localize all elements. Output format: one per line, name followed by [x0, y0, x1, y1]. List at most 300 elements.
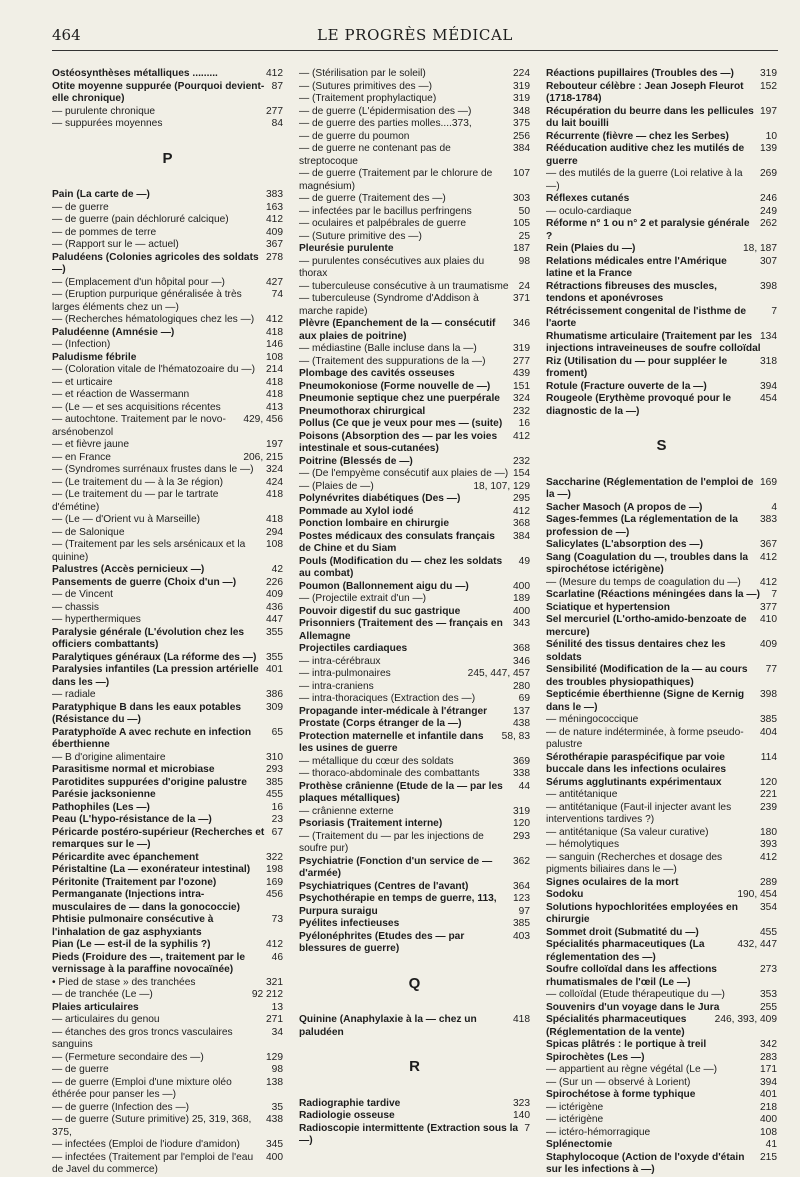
entry-pages: 319: [756, 68, 777, 81]
entry-text: — chassis: [52, 601, 99, 613]
entry-text: Radiographie tardive: [299, 1097, 401, 1109]
entry-pages: 273: [756, 964, 777, 977]
entry-pages: 409: [262, 589, 283, 602]
entry-pages: 418: [262, 489, 283, 502]
index-entry: [299, 143, 530, 168]
entry-text: Septicémie éberthienne (Signe de Kernig dans le —): [546, 689, 745, 713]
entry-pages: 394: [756, 1077, 777, 1090]
entry-pages: 454: [756, 393, 777, 406]
index-column-2: [299, 68, 530, 1146]
entry-pages: 384: [509, 531, 530, 544]
entry-text: — articulaires du genou: [52, 1014, 160, 1025]
entry-text: — (Le — et ses acquisitions récentes: [52, 401, 221, 413]
index-entry: [52, 277, 283, 290]
entry-text: — (Suture primitive des —): [299, 230, 422, 242]
entry-text: Paludisme fébrile: [52, 351, 137, 363]
entry-pages: 438: [262, 1114, 283, 1127]
index-entry: [299, 518, 530, 531]
entry-text: Parasitisme normal et microbiase: [52, 764, 215, 775]
entry-text: Psoriasis (Traitement interne): [299, 818, 443, 829]
entry-text: Plaies articulaires: [52, 1001, 139, 1013]
entry-text: Rééducation auditive chez les mutilés de guerre: [546, 143, 745, 167]
entry-pages: 84: [268, 118, 283, 131]
entry-pages: 169: [262, 877, 283, 890]
entry-pages: 401: [756, 1089, 777, 1102]
entry-pages: 256: [509, 131, 530, 144]
entry-pages: 283: [756, 1052, 777, 1065]
entry-pages: 221: [756, 789, 777, 802]
entry-pages: 226: [262, 577, 283, 590]
journal-title: LE PROGRÈS MÉDICAL: [317, 26, 513, 44]
entry-text: Riz (Utilisation du — pour suppléer le froment): [546, 355, 728, 379]
entry-text: — sanguin (Recherches et dosage des pigments biliaires dans le —): [546, 851, 723, 875]
entry-pages: 87: [268, 81, 283, 94]
entry-pages: 412: [509, 431, 530, 444]
entry-pages: 369: [509, 756, 530, 769]
entry-pages: 107: [509, 168, 530, 181]
entry-text: — antitétanique: [546, 789, 618, 800]
entry-pages: 324: [262, 464, 283, 477]
index-entry: [299, 368, 530, 381]
entry-text: Signes oculaires de la mort: [546, 876, 679, 888]
entry-pages: 412: [756, 852, 777, 865]
entry-pages: 319: [509, 806, 530, 819]
entry-pages: 367: [756, 539, 777, 552]
entry-text: Spécialités pharmaceutiques (La réglementation des —): [546, 939, 705, 963]
index-entry: [52, 702, 283, 727]
entry-text: — tuberculeuse (Syndrome d'Addison à marche rapide): [299, 293, 479, 317]
index-entry: [52, 889, 283, 914]
entry-pages: 393: [756, 839, 777, 852]
index-entry: [52, 1114, 283, 1139]
entry-pages: 364: [509, 881, 530, 894]
index-entry: [52, 352, 283, 365]
index-entry: [546, 106, 777, 131]
entry-pages: 345: [262, 1139, 283, 1152]
entry-pages: 239: [756, 802, 777, 815]
entry-text: Paratyphoïde A avec rechute en infection éberthienne: [52, 726, 252, 750]
index-entry: [52, 1052, 283, 1065]
index-entry: [52, 402, 283, 415]
index-entry: [299, 668, 530, 681]
entry-pages: 50: [515, 206, 530, 219]
entry-pages: 25: [515, 231, 530, 244]
entry-text: — en France: [52, 451, 111, 463]
index-entry: [546, 1052, 777, 1065]
entry-text: — de guerre (Emploi d'une mixture oléo éthérée pour panser les —): [52, 1076, 232, 1100]
entry-pages: 400: [509, 606, 530, 619]
entry-text: Pommade au Xylol iodé: [299, 505, 414, 517]
entry-pages: 318: [756, 356, 777, 369]
entry-text: — et fièvre jaune: [52, 439, 130, 450]
index-entry: [52, 814, 283, 827]
index-entry: [52, 118, 283, 131]
entry-text: Pneumonie septique chez une puerpérale: [299, 393, 500, 404]
entry-pages: 278: [262, 252, 283, 265]
entry-text: — suppurées moyennes: [52, 118, 163, 129]
entry-pages: 280: [509, 681, 530, 694]
index-entry: [299, 281, 530, 294]
entry-pages: 180: [756, 827, 777, 840]
index-entry: [546, 356, 777, 381]
entry-pages: 146: [262, 339, 283, 352]
entry-pages: 412: [756, 577, 777, 590]
entry-pages: 120: [509, 818, 530, 831]
index-entry: [546, 939, 777, 964]
entry-text: Sang (Coagulation du —, troubles dans la spirochétose ictérigène): [546, 551, 749, 575]
index-entry: [52, 689, 283, 702]
index-entry: [299, 718, 530, 731]
entry-text: — intra-craniens: [299, 680, 374, 692]
index-entry: [52, 752, 283, 765]
index-entry: [299, 1098, 530, 1111]
entry-text: Propagande inter-médicale à l'étranger: [299, 705, 488, 717]
entry-text: Phtisie pulmonaire consécutive à l'inhalation de gaz asphyxiants: [52, 914, 214, 938]
index-entry: [299, 106, 530, 119]
entry-text: — de guerre (Suture primitive) 25, 319, 368, 375,: [52, 1114, 252, 1138]
entry-text: Quinine (Anaphylaxie à la — chez un paludéen: [299, 1014, 477, 1038]
entry-text: — (Eruption purpurique généralisée à très larges éléments chez un —): [52, 289, 242, 313]
index-entry: [546, 131, 777, 144]
entry-pages: 98: [268, 1064, 283, 1077]
entry-text: Rebouteur célèbre : Jean Joseph Fleurot (1718-1784): [546, 80, 744, 104]
index-entry: [546, 964, 777, 989]
entry-text: Paludéenne (Amnésie —): [52, 326, 175, 338]
index-entry: [52, 227, 283, 240]
entry-pages: 245, 447, 457: [464, 668, 530, 681]
entry-pages: 383: [262, 189, 283, 202]
entry-pages: 249: [756, 206, 777, 219]
index-entry: [52, 627, 283, 652]
index-entry: [546, 689, 777, 714]
entry-text: Sensibilité (Modification de la — au cours des troubles physiopathiques): [546, 664, 748, 688]
index-entry: [546, 218, 777, 243]
entry-pages: 377: [756, 602, 777, 615]
entry-text: — purulentes consécutives aux plaies du thorax: [299, 255, 485, 279]
entry-pages: 436: [262, 602, 283, 615]
index-entry: [546, 193, 777, 206]
index-entry: [299, 468, 530, 481]
entry-pages: 385: [262, 777, 283, 790]
entry-pages: 346: [509, 656, 530, 669]
index-entry: [52, 777, 283, 790]
entry-pages: 438: [509, 718, 530, 731]
entry-pages: 7: [767, 306, 777, 319]
entry-pages: 398: [756, 689, 777, 702]
entry-text: — (Traitement des suppurations de la —): [299, 355, 486, 367]
entry-text: Rhumatisme articulaire (Traitement par les injections intraveineuses de soufre colloïdal: [546, 330, 761, 354]
entry-pages: 455: [756, 927, 777, 940]
index-entry: [546, 256, 777, 281]
index-entry: [299, 418, 530, 431]
entry-text: Permanganate (Injections intra-musculaires de — dans la gonococcie): [52, 889, 240, 913]
index-entry: [52, 1139, 283, 1152]
index-entry: [546, 714, 777, 727]
entry-text: Pansements de guerre (Choix d'un —): [52, 576, 237, 588]
index-entry: [52, 952, 283, 977]
index-entry: [546, 552, 777, 577]
entry-text: — (Plaies de —): [299, 480, 374, 492]
entry-pages: 24: [515, 281, 530, 294]
entry-pages: 123: [509, 893, 530, 906]
index-entry: [52, 664, 283, 689]
entry-text: — de guerre (Infection des —): [52, 1101, 190, 1113]
entry-text: — de tranchée (Le —): [52, 989, 153, 1000]
entry-pages: 343: [509, 618, 530, 631]
entry-pages: 134: [756, 331, 777, 344]
index-column-3: [546, 68, 777, 1175]
entry-pages: 206, 215: [239, 452, 283, 465]
entry-pages: 18, 187: [739, 243, 777, 256]
entry-pages: 108: [262, 539, 283, 552]
entry-pages: 105: [509, 218, 530, 231]
index-entry: [52, 289, 283, 314]
entry-pages: 412: [262, 214, 283, 227]
entry-text: — infectées (Emploi de l'iodure d'amidon): [52, 1139, 240, 1150]
index-entry: [299, 431, 530, 456]
entry-text: Sommet droit (Submatité du —): [546, 926, 699, 938]
entry-pages: 412: [262, 939, 283, 952]
entry-pages: 97: [515, 906, 530, 919]
index-entry: [546, 243, 777, 256]
entry-pages: 277: [509, 356, 530, 369]
entry-text: — (Fermeture secondaire des —): [52, 1051, 204, 1063]
entry-text: Sages-femmes (La réglementation de la profession de —): [546, 514, 738, 538]
entry-pages: 353: [756, 989, 777, 1002]
entry-pages: 409: [756, 639, 777, 652]
index-entry: [299, 243, 530, 256]
entry-text: Sérothérapie paraspécifique par voie buccale dans les infections oculaires: [546, 751, 727, 775]
entry-text: Sel mercuriel (L'ortho-amido-benzoate de mercure): [546, 614, 747, 638]
index-entry: [546, 206, 777, 219]
entry-text: Spirochètes (Les —): [546, 1051, 645, 1063]
entry-text: Relations médicales entre l'Amérique latine et la France: [546, 255, 727, 279]
index-entry: [299, 768, 530, 781]
entry-pages: 371: [509, 293, 530, 306]
index-entry: [546, 68, 777, 81]
entry-pages: 98: [515, 256, 530, 269]
index-entry: [546, 81, 777, 106]
entry-text: Projectiles cardiaques: [299, 643, 408, 654]
entry-pages: 187: [509, 243, 530, 256]
entry-pages: 92 212: [248, 989, 283, 1002]
entry-pages: 385: [756, 714, 777, 727]
index-entry: [546, 577, 777, 590]
index-entry: [299, 356, 530, 369]
entry-pages: 412: [509, 506, 530, 519]
entry-text: — antitétanique (Sa valeur curative): [546, 826, 709, 838]
entry-text: Pouls (Modification du — chez les soldats au combat): [299, 555, 503, 579]
entry-text: — oculo-cardiaque: [546, 205, 632, 217]
entry-text: Paludéens (Colonies agricoles des soldats —): [52, 251, 259, 275]
entry-pages: 355: [262, 652, 283, 665]
entry-text: Réforme n° 1 ou n° 2 et paralysie générale ?: [546, 218, 750, 242]
entry-text: Radiologie osseuse: [299, 1110, 395, 1121]
entry-pages: 137: [509, 706, 530, 719]
index-entry: [52, 914, 283, 939]
entry-pages: 385: [509, 918, 530, 931]
index-columns: [52, 68, 780, 1175]
index-entry: [52, 239, 283, 252]
entry-text: Ostéosynthèses métalliques .........: [52, 68, 218, 79]
index-entry: [299, 881, 530, 894]
entry-text: — (Stérilisation par le soleil): [299, 68, 426, 79]
entry-text: Parotidites suppurées d'origine palustre: [52, 776, 247, 788]
entry-text: — ictérigène: [546, 1101, 604, 1113]
section-letter: Q: [408, 974, 421, 992]
entry-pages: 439: [509, 368, 530, 381]
index-entry: [546, 602, 777, 615]
index-entry: [52, 464, 283, 477]
entry-text: Splénectomie: [546, 1139, 613, 1150]
index-entry: [546, 614, 777, 639]
index-entry: [52, 802, 283, 815]
index-entry: [299, 643, 530, 656]
index-entry: [546, 1039, 777, 1052]
entry-pages: 171: [756, 1064, 777, 1077]
entry-text: Poitrine (Blessés de —): [299, 455, 413, 467]
entry-text: Purpura suraigu: [299, 905, 378, 917]
entry-pages: 139: [756, 143, 777, 156]
entry-text: Pyélites infectieuses: [299, 918, 400, 929]
index-entry: [299, 906, 530, 919]
index-entry: [299, 506, 530, 519]
index-entry: [546, 1077, 777, 1090]
index-entry: [546, 281, 777, 306]
entry-text: Rein (Plaies du —): [546, 243, 636, 254]
index-entry: [546, 639, 777, 664]
entry-pages: 271: [262, 1014, 283, 1027]
index-entry: [52, 1102, 283, 1115]
entry-text: — crânienne externe: [299, 805, 394, 817]
entry-pages: 432, 447: [733, 939, 777, 952]
section-letter: R: [409, 1058, 420, 1075]
entry-text: Radioscopie intermittente (Extraction sous la —): [299, 1122, 519, 1146]
entry-text: — oculaires et palpébrales de guerre: [299, 218, 467, 229]
index-entry: [299, 1110, 530, 1123]
entry-pages: 246, 393, 409: [711, 1014, 777, 1027]
entry-text: Ponction lombaire en chirurgie: [299, 518, 450, 529]
entry-text: Scarlatine (Réactions méningées dans la —): [546, 589, 761, 600]
entry-text: — appartient au règne végétal (Le —): [546, 1064, 718, 1075]
entry-pages: 34: [268, 1027, 283, 1040]
entry-text: — (Coloration vitale de l'hématozoaire du —): [52, 364, 255, 375]
index-entry: [546, 927, 777, 940]
entry-text: Sciatique et hypertension: [546, 601, 670, 613]
entry-pages: 224: [509, 68, 530, 81]
entry-pages: 303: [509, 193, 530, 206]
index-entry: [52, 414, 283, 439]
entry-pages: 418: [262, 377, 283, 390]
entry-text: — (Traitement par les sels arsénicaux et la quinine): [52, 539, 246, 563]
index-entry: [299, 818, 530, 831]
entry-pages: 410: [756, 614, 777, 627]
entry-pages: 447: [262, 614, 283, 627]
entry-text: — ictérigène: [546, 1114, 604, 1125]
entry-text: Palustres (Accès pernicieux —): [52, 564, 205, 575]
entry-pages: 197: [262, 439, 283, 452]
index-entry: [52, 452, 283, 465]
entry-pages: 398: [756, 281, 777, 294]
index-entry: [52, 527, 283, 540]
entry-text: Spicas plâtrés : le portique à treil: [546, 1039, 707, 1050]
entry-pages: 114: [757, 752, 777, 765]
index-entry: [52, 564, 283, 577]
entry-text: Rétrécissement congenital de l'isthme de l'aorte: [546, 305, 747, 329]
entry-pages: 307: [756, 256, 777, 269]
entry-pages: 169: [756, 477, 777, 490]
index-entry: [546, 839, 777, 852]
entry-pages: 108: [262, 352, 283, 365]
entry-text: — de guerre (pain déchloruré calcique): [52, 214, 229, 225]
entry-text: Postes médicaux des consulats français de Chine et du Siam: [299, 530, 495, 554]
index-entry: [52, 589, 283, 602]
entry-text: — (Le traitement du — à la 3e région): [52, 476, 224, 488]
entry-text: Polynévrites diabétiques (Des —): [299, 493, 461, 504]
entry-text: — infectées par le bacillus perfringens: [299, 205, 472, 217]
index-entry: [299, 556, 530, 581]
entry-pages: 44: [515, 781, 530, 794]
entry-pages: 67: [268, 827, 283, 840]
entry-text: Pollus (Ce que je veux pour mes — (suite): [299, 418, 503, 429]
entry-pages: 16: [515, 418, 530, 431]
entry-text: Prostate (Corps étranger de la —): [299, 718, 462, 729]
entry-text: Pouvoir digestif du suc gastrique: [299, 605, 461, 617]
entry-text: — de guerre: [52, 201, 109, 213]
index-entry: [546, 989, 777, 1002]
entry-text: Péritonite (Traitement par l'ozone): [52, 876, 217, 888]
index-entry: [546, 1114, 777, 1127]
entry-pages: 418: [509, 1014, 530, 1027]
entry-pages: 154: [509, 468, 530, 481]
index-entry: [299, 393, 530, 406]
entry-text: — de guerre ne contenant pas de streptocoque: [299, 143, 451, 167]
index-entry: [299, 656, 530, 669]
index-entry: [299, 606, 530, 619]
entry-text: Rougeole (Erythème provoqué pour le diagnostic de la —): [546, 393, 732, 417]
index-entry: [299, 806, 530, 819]
entry-text: • Pied de stase » des tranchées: [52, 976, 196, 988]
index-entry: [299, 131, 530, 144]
entry-text: — de guerre (Traitement des —): [299, 193, 446, 204]
index-entry: [52, 489, 283, 514]
entry-text: Paralytiques généraux (La réforme des —): [52, 651, 257, 663]
index-entry: [546, 727, 777, 752]
index-entry: [546, 1127, 777, 1140]
entry-text: Paratyphique B dans les eaux potables (Résistance du —): [52, 701, 242, 725]
index-entry: [52, 439, 283, 452]
entry-pages: 348: [509, 106, 530, 119]
index-entry: [546, 752, 777, 777]
index-entry: [546, 306, 777, 331]
entry-text: Rétractions fibreuses des muscles, tendons et aponévroses: [546, 280, 717, 304]
entry-text: Spécialités pharmaceutiques (Réglementation de la vente): [546, 1014, 687, 1038]
index-entry: [299, 931, 530, 956]
entry-text: — de guerre du poumon: [299, 130, 410, 142]
index-entry: [546, 589, 777, 602]
entry-text: Spirochétose à forme typhique: [546, 1089, 696, 1100]
entry-pages: 323: [509, 1098, 530, 1111]
entry-pages: 383: [756, 514, 777, 527]
entry-pages: 455: [262, 789, 283, 802]
entry-pages: 255: [756, 1002, 777, 1015]
entry-pages: 319: [509, 93, 530, 106]
entry-text: Saccharine (Réglementation de l'emploi de la —): [546, 476, 754, 500]
entry-text: Pain (La carte de —): [52, 189, 150, 200]
index-entry: [52, 539, 283, 564]
entry-pages: 69: [515, 693, 530, 706]
entry-pages: 289: [756, 877, 777, 890]
